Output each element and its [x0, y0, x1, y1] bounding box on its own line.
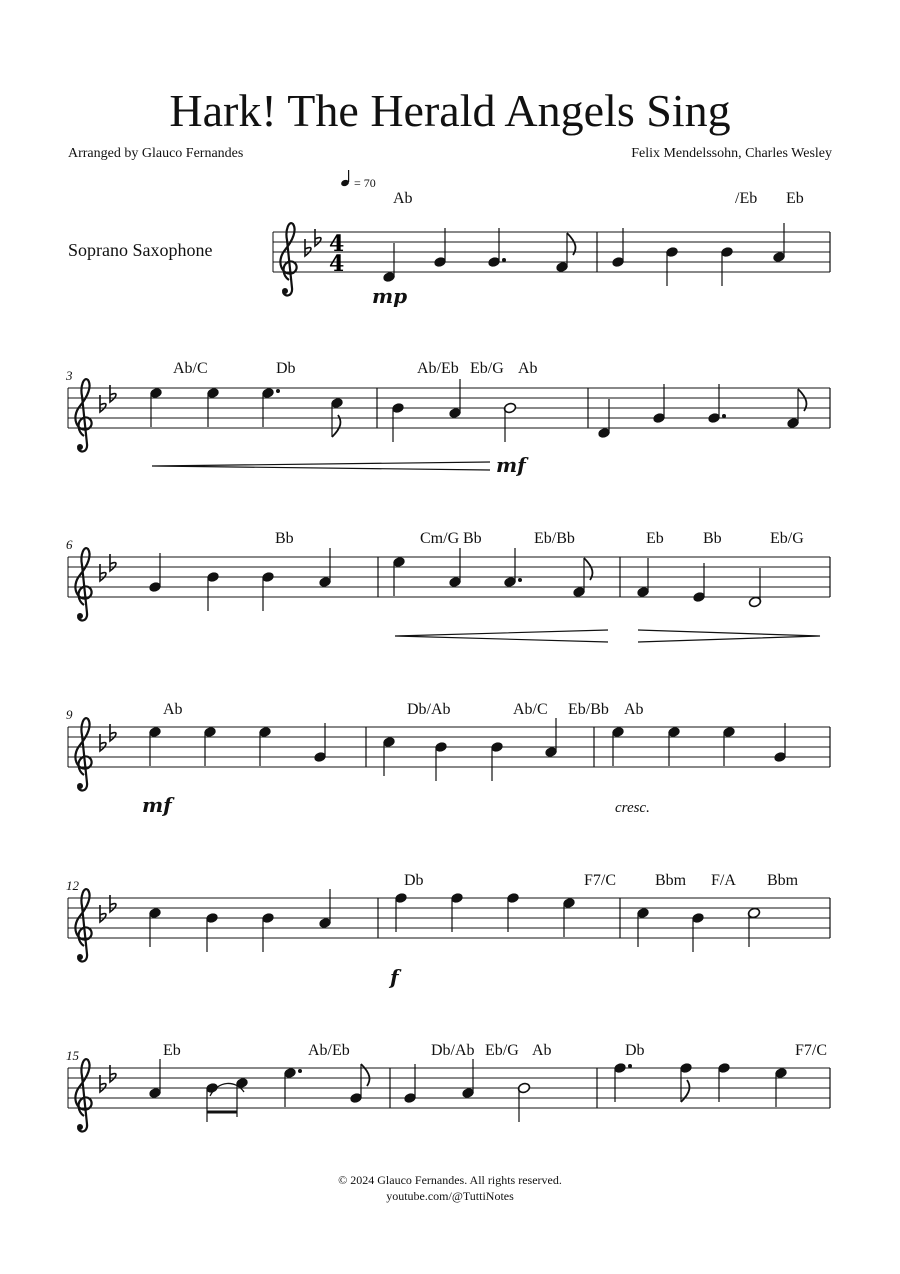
measure-number: 6: [66, 537, 73, 552]
dynamic-marking: mf: [142, 793, 172, 817]
staff-system: [66, 1042, 830, 1131]
chord-symbol: Ab: [393, 190, 413, 207]
chord-symbol: Db/Ab: [407, 701, 451, 718]
chord-symbol: Eb/G: [485, 1042, 519, 1059]
chord-symbol: Ab/C: [513, 701, 548, 718]
staff-system: [65, 360, 830, 451]
note-dot: [298, 1069, 302, 1073]
treble-clef-icon: [75, 379, 91, 451]
chord-symbol: Ab/Eb: [417, 360, 459, 377]
treble-clef-icon: [75, 889, 91, 961]
footer: [0, 1172, 900, 1204]
time-signature-bottom: 4: [329, 251, 345, 277]
measure-number: 9: [66, 707, 73, 722]
staff-system: [66, 872, 830, 961]
chord-symbol: Db: [625, 1042, 645, 1059]
dynamic-marking: mf: [496, 453, 526, 477]
staff-system: [273, 190, 830, 295]
chord-symbol: Bb: [275, 530, 294, 547]
note-flag: [681, 1080, 689, 1102]
chord-symbol: Db: [276, 360, 296, 377]
note-dot: [276, 389, 280, 393]
dynamic-marking: f: [390, 965, 399, 989]
chord-symbol: Eb/Bb: [534, 530, 575, 547]
copyright-notice: © 2024 Glauco Fernandes. All rights reserved.: [338, 1173, 562, 1187]
staff-system: [66, 530, 830, 620]
chord-symbol: Eb: [786, 190, 804, 207]
crescendo-hairpin: [395, 630, 608, 642]
chord-symbol: Ab: [163, 701, 183, 718]
note-dot: [628, 1064, 632, 1068]
chord-symbol: Bb: [463, 530, 482, 547]
instrument-name: Soprano Saxophone: [68, 240, 213, 260]
chord-symbol: Ab: [532, 1042, 552, 1059]
chord-symbol: Db: [404, 872, 424, 889]
staff-system: [66, 701, 830, 790]
chord-symbol: Bbm: [767, 872, 799, 889]
chord-symbol: Bb: [703, 530, 722, 547]
dynamic-marking: mp: [372, 284, 408, 308]
treble-clef-icon: [280, 223, 296, 295]
chord-symbol: F7/C: [795, 1042, 828, 1059]
chord-symbol: Eb/G: [470, 360, 504, 377]
tempo-bpm: = 70: [354, 176, 376, 190]
measure-number: 12: [66, 878, 79, 893]
note-flag: [361, 1064, 369, 1086]
chord-symbol: Cm/G: [420, 530, 460, 547]
crescendo-hairpin: [152, 462, 490, 470]
chord-symbol: Ab: [624, 701, 644, 718]
arranger-credit: Arranged by Glauco Fernandes: [68, 146, 244, 161]
composer-credit: Felix Mendelssohn, Charles Wesley: [631, 146, 832, 161]
chord-symbol: /Eb: [735, 190, 758, 207]
treble-clef-icon: [75, 1059, 91, 1131]
chord-symbol: Eb: [646, 530, 664, 547]
note-dot: [722, 414, 726, 418]
note-dot: [502, 258, 506, 262]
note-dot: [518, 578, 522, 582]
chord-symbol: Bbm: [655, 872, 687, 889]
chord-symbol: F7/C: [584, 872, 617, 889]
expression-text: cresc.: [615, 800, 650, 816]
measure-number: 15: [66, 1048, 79, 1063]
treble-clef-icon: [75, 548, 91, 620]
chord-symbol: Ab: [518, 360, 538, 377]
chord-symbol: Db/Ab: [431, 1042, 475, 1059]
footer-link[interactable]: youtube.com/@TuttiNotes: [386, 1189, 514, 1203]
time-signature-top: 4: [329, 231, 345, 257]
chord-symbol: Eb/G: [770, 530, 804, 547]
chord-symbol: Eb: [163, 1042, 181, 1059]
chord-symbol: Ab/C: [173, 360, 208, 377]
decrescendo-hairpin: [638, 630, 820, 642]
chord-symbol: Eb/Bb: [568, 701, 609, 718]
treble-clef-icon: [75, 718, 91, 790]
tempo-marking: [340, 170, 376, 190]
page-title: Hark! The Herald Angels Sing: [169, 85, 731, 136]
measure-number: 3: [66, 368, 73, 383]
chord-symbol: Ab/Eb: [308, 1042, 350, 1059]
chord-symbol: F/A: [711, 872, 736, 889]
